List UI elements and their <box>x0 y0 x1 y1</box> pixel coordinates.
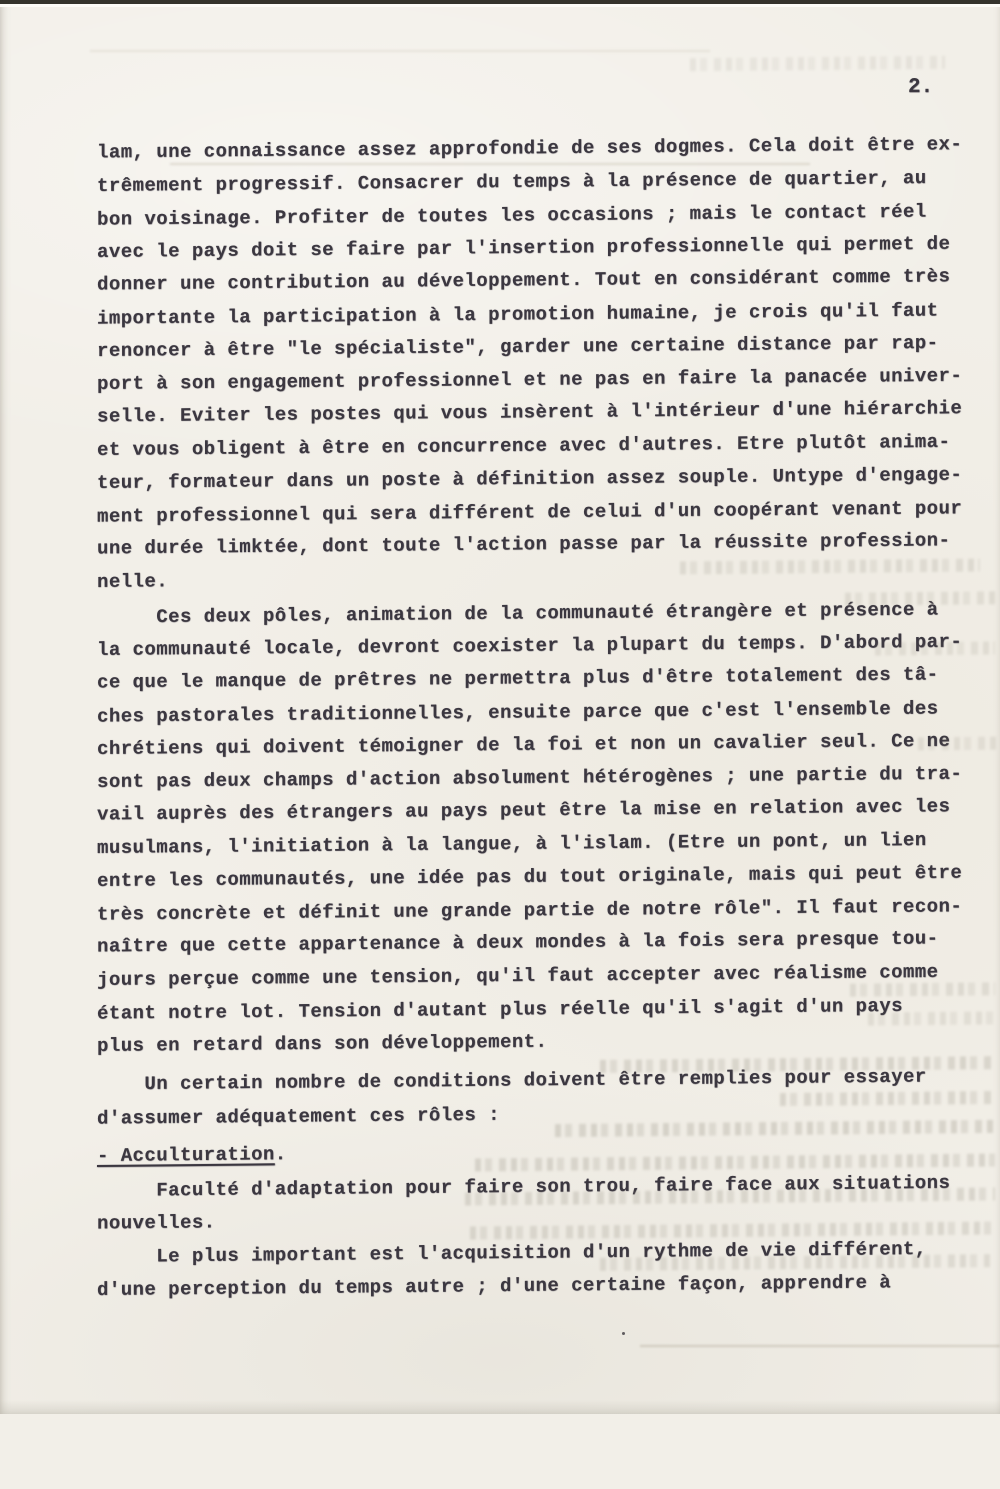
text-line: port à son engagement professionnel et ne pas en faire la panacée univer- <box>97 364 963 395</box>
text-line: musulmans, l'initiation à la langue, à l'islam. (Etre un pont, un lien <box>97 829 927 859</box>
text-line: sont pas deux champs d'action absolument hétérogènes ; une partie du tra- <box>97 762 963 793</box>
bleed-through-mark <box>868 1011 995 1025</box>
text-line: une durée limktée, dont toute l'action passe par la réussite profession- <box>97 529 951 560</box>
paper-crease <box>640 1345 1000 1347</box>
text-line: naître que cette appartenance à deux mondes à la fois sera presque tou- <box>97 927 939 958</box>
text-line: bon voisinage. Profiter de toutes les occasions ; mais le contact réel <box>97 200 927 231</box>
text-line: jours perçue comme une tension, qu'il faut accepter avec réalisme comme <box>97 960 939 991</box>
text-line: teur, formateur dans un poste à définition assez souple. Untype d'engage- <box>97 463 963 494</box>
text-line: ches pastorales traditionnelles, ensuite parce que c'est l'ensemble des <box>97 697 939 728</box>
bleed-through-mark <box>845 591 995 605</box>
paper-crease <box>90 50 710 52</box>
text-line: nelle. <box>97 570 169 593</box>
bleed-through-mark <box>850 982 995 996</box>
text-line: la communauté locale, devront coexister la plupart du temps. D'abord par- <box>97 630 963 661</box>
paper-crease <box>170 163 810 165</box>
text-line: chrétiens qui doivent témoigner de la foi et non un cavalier seul. Ce ne <box>97 729 951 760</box>
text-line: ce que le manque de prêtres ne permettra plus d'être totalement des tâ- <box>97 663 939 694</box>
text-line: d'assumer adéquatement ces rôles : <box>97 1103 500 1130</box>
text-line: Le plus important est l'acquisition d'un rythme de vie différent, <box>97 1238 927 1268</box>
underlined-heading: - Acculturation <box>97 1143 275 1167</box>
ink-speck <box>622 1332 625 1335</box>
bleed-through-mark <box>780 1091 995 1106</box>
text-line: Ces deux pôles, animation de la communauté étrangère et présence à <box>97 598 939 629</box>
text-line: selle. Eviter les postes qui vous insèrent à l'intérieur d'une hiérarchie <box>97 397 963 428</box>
scan-bottom-shade <box>0 1400 1000 1414</box>
text-line: lam, une connaissance assez approfondie de ses dogmes. Cela doit être ex- <box>97 133 963 164</box>
text-line: importante la participation à la promotion humaine, je crois qu'il faut <box>97 299 939 330</box>
scan-top-edge-highlight <box>0 4 1000 7</box>
text-line: d'une perception du temps autre ; d'une certaine façon, apprendre à <box>97 1271 892 1301</box>
text-line: ment professionnel qui sera différent de celui d'un coopérant venant pour <box>97 497 963 528</box>
text-line: très concrète et définit une grande partie de notre rôle". Il faut recon- <box>97 895 963 926</box>
text-line: Faculté d'adaptation pour faire son trou, faire face aux situations <box>97 1171 951 1202</box>
text-line: et vous obligent à être en concurrence avec d'autres. Etre plutôt anima- <box>97 430 951 461</box>
bleed-through-mark <box>918 737 996 751</box>
text-line: Un certain nombre de conditions doivent être remplies pour essayer <box>97 1065 927 1096</box>
page-number: 2. <box>908 76 934 99</box>
section-heading-line: - Acculturation. <box>97 1143 287 1167</box>
text-line: nouvelles. <box>97 1211 216 1235</box>
text-line: plus en retard dans son développement. <box>97 1030 548 1057</box>
bleed-through-mark <box>690 56 945 71</box>
text-line: vail auprès des étrangers au pays peut être la mise en relation avec les <box>97 795 951 826</box>
text-line: donner une contribution au développement. Tout en considérant comme très <box>97 265 951 296</box>
text-line: renoncer à être "le spécialiste", garder une certaine distance par rap- <box>97 331 939 362</box>
text-line: étant notre lot. Tension d'autant plus réelle qu'il s'agit d'un pays <box>97 994 903 1025</box>
bleed-through-mark <box>875 641 995 655</box>
text-line: avec le pays doit se faire par l'insertion professionnelle qui permet de <box>97 232 951 263</box>
text-line: trêmement progressif. Consacrer du temps à la présence de quartier, au <box>97 167 927 197</box>
text-line: entre les communautés, une idée pas du tout originale, mais qui peut être <box>97 861 963 892</box>
